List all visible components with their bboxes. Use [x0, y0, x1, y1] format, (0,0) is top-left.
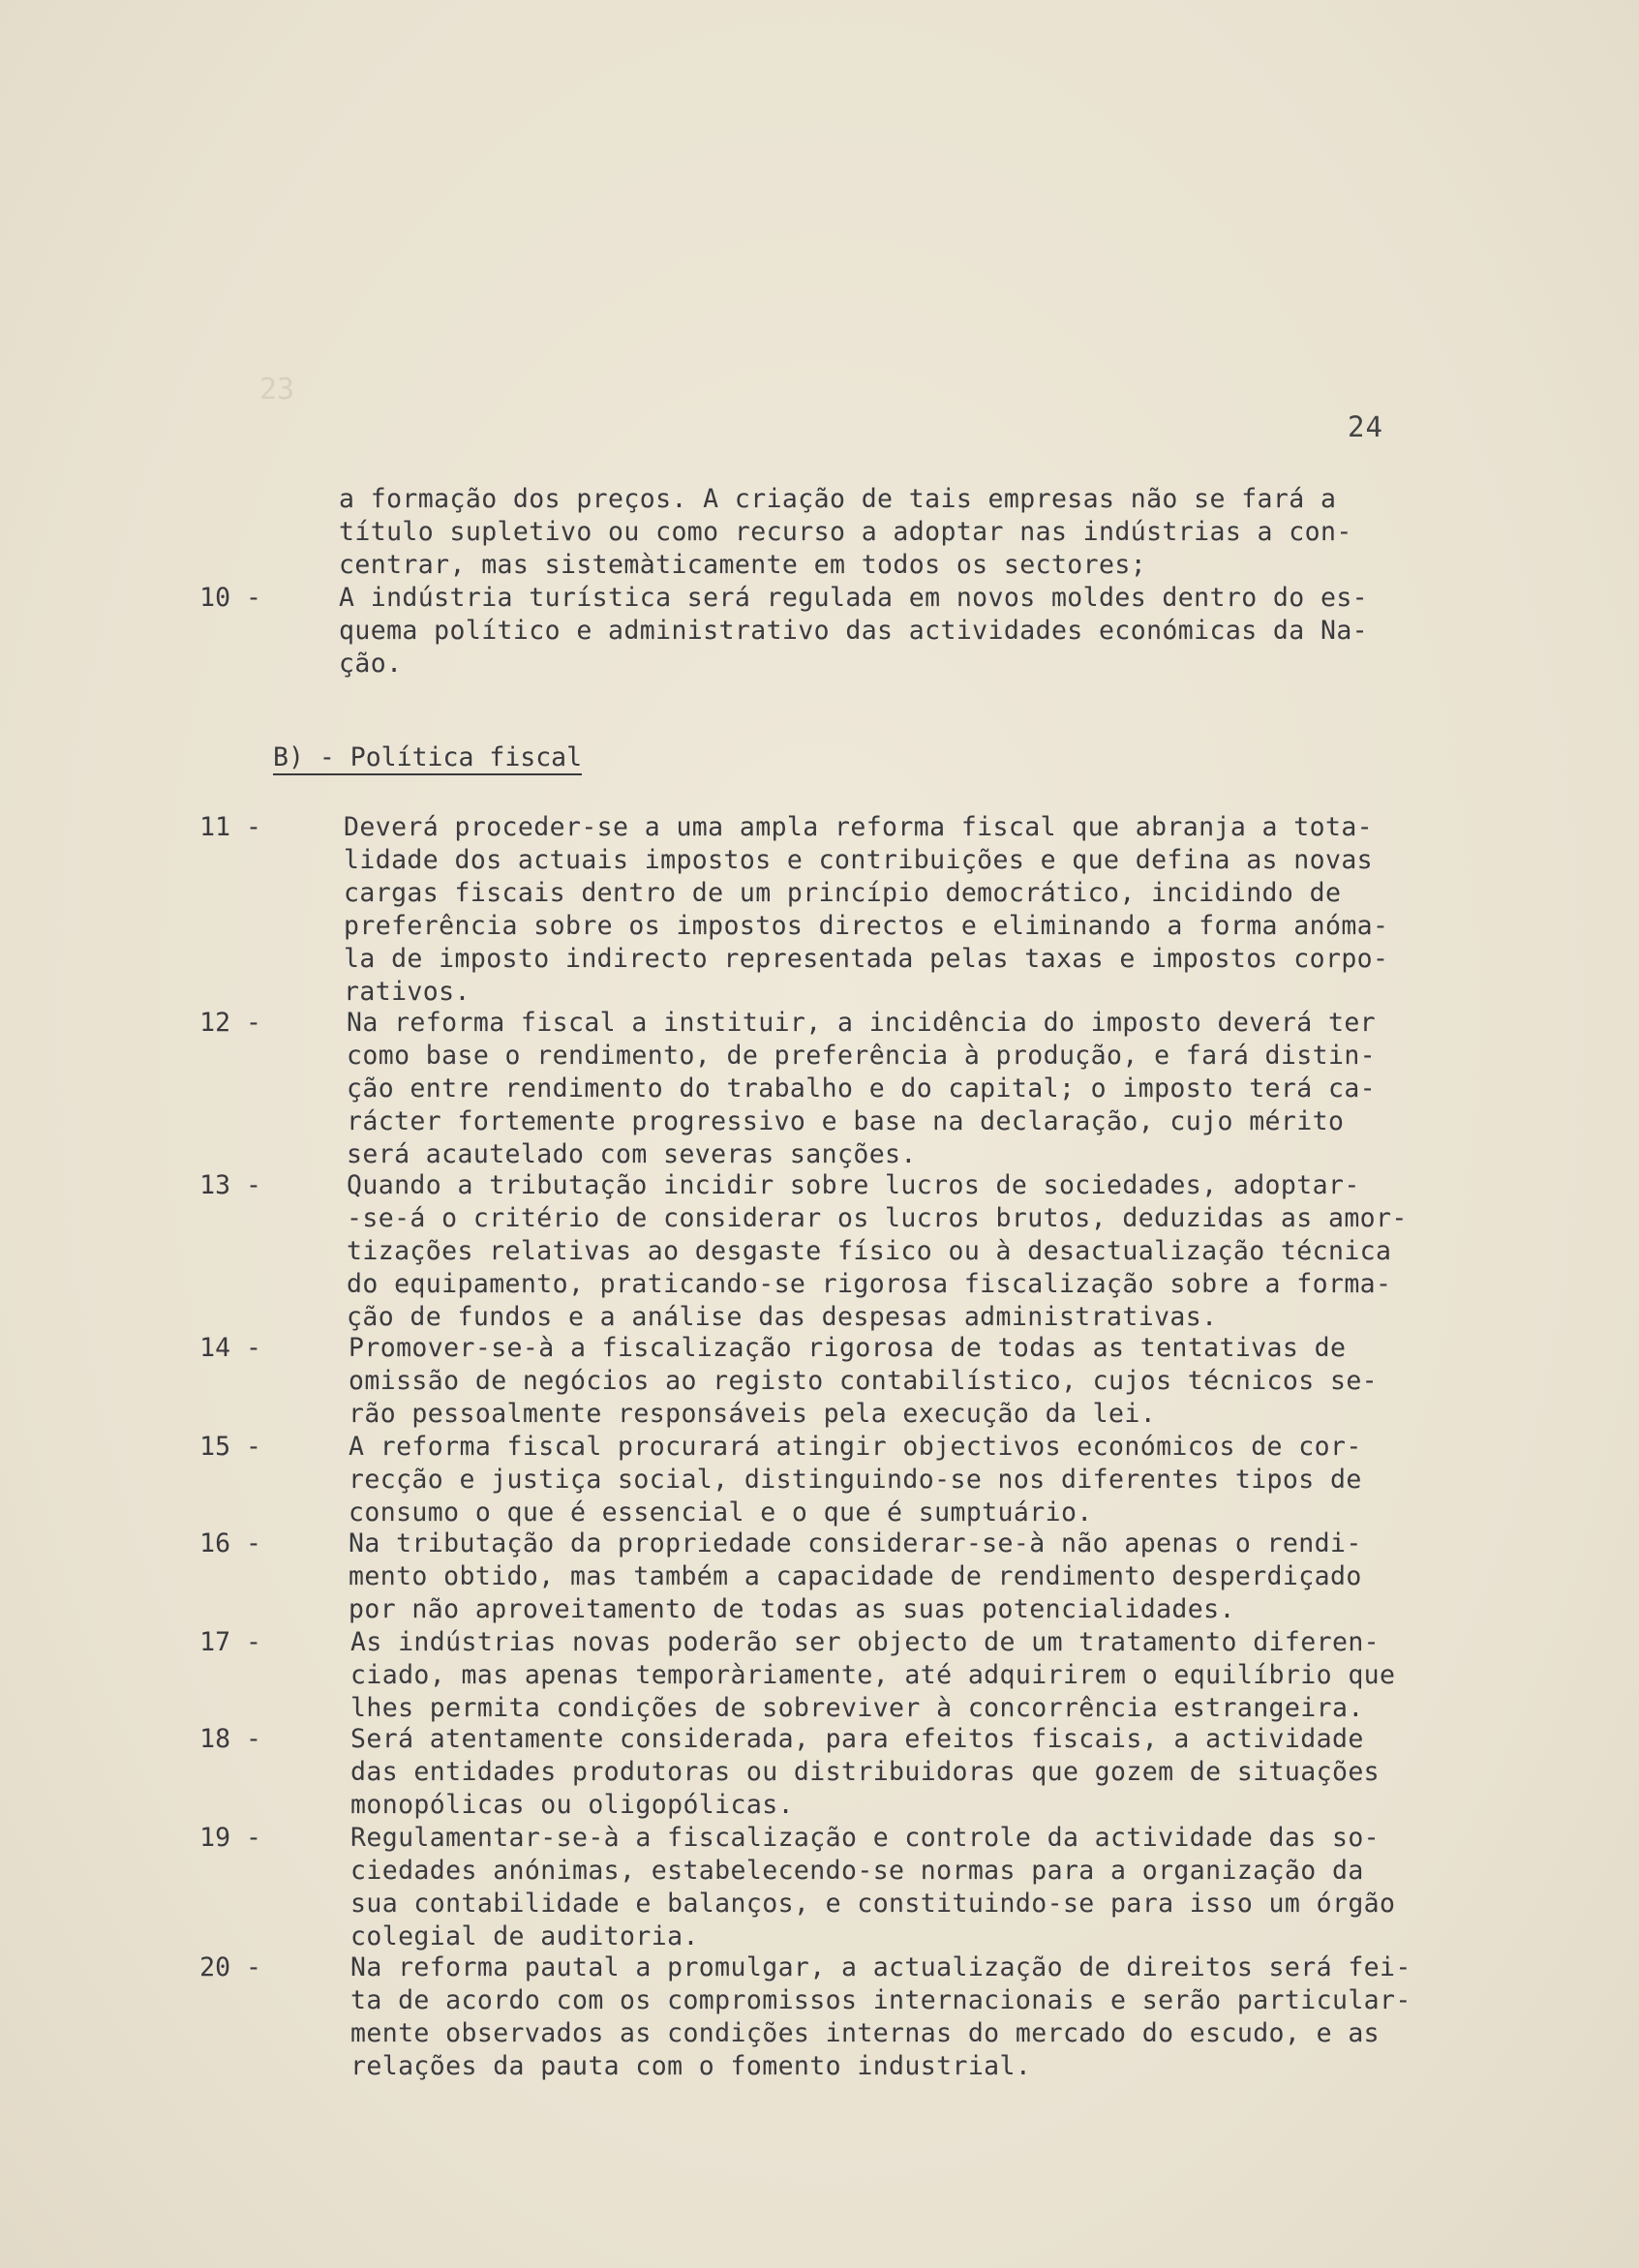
item-number: 11 - — [199, 812, 261, 842]
item-line: ciado, mas apenas temporàriamente, até adquirirem o equilíbrio que — [350, 1660, 1396, 1690]
ghost-page-number: 23 — [259, 373, 295, 407]
item-line: rão pessoalmente responsáveis pela execução da lei. — [349, 1399, 1157, 1429]
item-number: 10 - — [199, 583, 261, 613]
item-line: recção e justiça social, distinguindo-se nos diferentes tipos de — [349, 1465, 1362, 1495]
item-line: Regulamentar-se-à a fiscalização e controle da actividade das so- — [350, 1823, 1381, 1853]
item-number: 16 - — [199, 1528, 261, 1558]
item-line: rativos. — [344, 977, 470, 1007]
item-number: 18 - — [199, 1724, 261, 1754]
item-line: ciedades anónimas, estabelecendo-se normas para a organização da — [350, 1856, 1364, 1886]
item-line: Será atentamente considerada, para efeitos fiscais, a actividade — [350, 1724, 1364, 1754]
item-number: 17 - — [199, 1627, 261, 1657]
item-line: rácter fortemente progressivo e base na declaração, cujo mérito — [347, 1106, 1345, 1136]
item-line: ção. — [339, 649, 403, 679]
section-heading — [273, 741, 582, 774]
item-number: 19 - — [199, 1823, 261, 1853]
intro-line: centrar, mas sistemàticamente em todos os sectores; — [339, 550, 1147, 580]
item-line: relações da pauta com o fomento industrial. — [350, 2051, 1032, 2081]
item-line: mente observados as condições internas do mercado do escudo, e as — [350, 2018, 1381, 2048]
item-number: 14 - — [199, 1333, 261, 1363]
item-line: do equipamento, praticando-se rigorosa fiscalização sobre a forma- — [347, 1269, 1392, 1299]
item-line: Na reforma fiscal a instituir, a incidência do imposto deverá ter — [347, 1008, 1377, 1038]
intro-line: título supletivo ou como recurso a adoptar nas indústrias a con- — [339, 517, 1352, 547]
item-line: colegial de auditoria. — [350, 1921, 699, 1951]
item-line: Quando a tributação incidir sobre lucros de sociedades, adoptar- — [347, 1170, 1360, 1200]
item-number: 20 - — [199, 1952, 261, 1982]
item-line: por não aproveitamento de todas as suas potencialidades. — [349, 1594, 1235, 1624]
item-line: Promover-se-à a fiscalização rigorosa de todas as tentativas de — [349, 1333, 1347, 1363]
item-line: será acautelado com severas sanções. — [347, 1139, 917, 1169]
item-line: la de imposto indirecto representada pelas taxas e impostos corpo- — [344, 944, 1389, 974]
item-line: quema político e administrativo das actividades económicas da Na- — [339, 616, 1369, 646]
item-line: ção entre rendimento do trabalho e do capital; o imposto terá ca- — [347, 1074, 1377, 1104]
item-line: Na reforma pautal a promulgar, a actualização de direitos será fei- — [350, 1952, 1411, 1982]
intro-line: a formação dos preços. A criação de tais empresas não se fará a — [339, 484, 1337, 514]
item-line: cargas fiscais dentro de um princípio democrático, incidindo de — [344, 878, 1342, 908]
item-line: como base o rendimento, de preferência à produção, e fará distin- — [347, 1041, 1377, 1071]
item-line: sua contabilidade e balanços, e constituindo-se para isso um órgão — [350, 1889, 1396, 1919]
item-line: ta de acordo com os compromissos internacionais e serão particular- — [350, 1985, 1411, 2015]
item-line: preferência sobre os impostos directos e eliminando a forma anóma- — [344, 911, 1389, 941]
item-line: As indústrias novas poderão ser objecto de um tratamento diferen- — [350, 1627, 1381, 1657]
item-line: das entidades produtoras ou distribuidoras que gozem de situações — [350, 1757, 1381, 1787]
item-line: Deverá proceder-se a uma ampla reforma fiscal que abranja a tota- — [344, 812, 1374, 842]
item-line: monopólicas ou oligopólicas. — [350, 1790, 794, 1820]
item-line: -se-á o critério de considerar os lucros brutos, deduzidas as amor- — [347, 1203, 1408, 1233]
item-line: A indústria turística será regulada em novos moldes dentro do es- — [339, 583, 1369, 613]
item-line: lhes permita condições de sobreviver à concorrência estrangeira. — [350, 1693, 1364, 1723]
item-line: consumo o que é essencial e o que é sumptuário. — [349, 1497, 1093, 1527]
item-number: 13 - — [199, 1170, 261, 1200]
item-number: 12 - — [199, 1008, 261, 1038]
section-heading-text: B) - Política fiscal — [273, 742, 582, 775]
item-line: omissão de negócios ao registo contabilístico, cujos técnicos se- — [349, 1366, 1379, 1396]
item-number: 15 - — [199, 1432, 261, 1462]
page-number: 24 — [1348, 410, 1383, 443]
item-line: A reforma fiscal procurará atingir objectivos económicos de cor- — [349, 1432, 1362, 1462]
item-line: lidade dos actuais impostos e contribuições e que defina as novas — [344, 845, 1374, 875]
item-line: tizações relativas ao desgaste físico ou à desactualização técnica — [347, 1236, 1392, 1266]
item-line: ção de fundos e a análise das despesas administrativas. — [347, 1302, 1218, 1332]
item-line: Na tributação da propriedade considerar-se-à não apenas o rendi- — [349, 1528, 1362, 1558]
item-line: mento obtido, mas também a capacidade de rendimento desperdiçado — [349, 1561, 1362, 1591]
